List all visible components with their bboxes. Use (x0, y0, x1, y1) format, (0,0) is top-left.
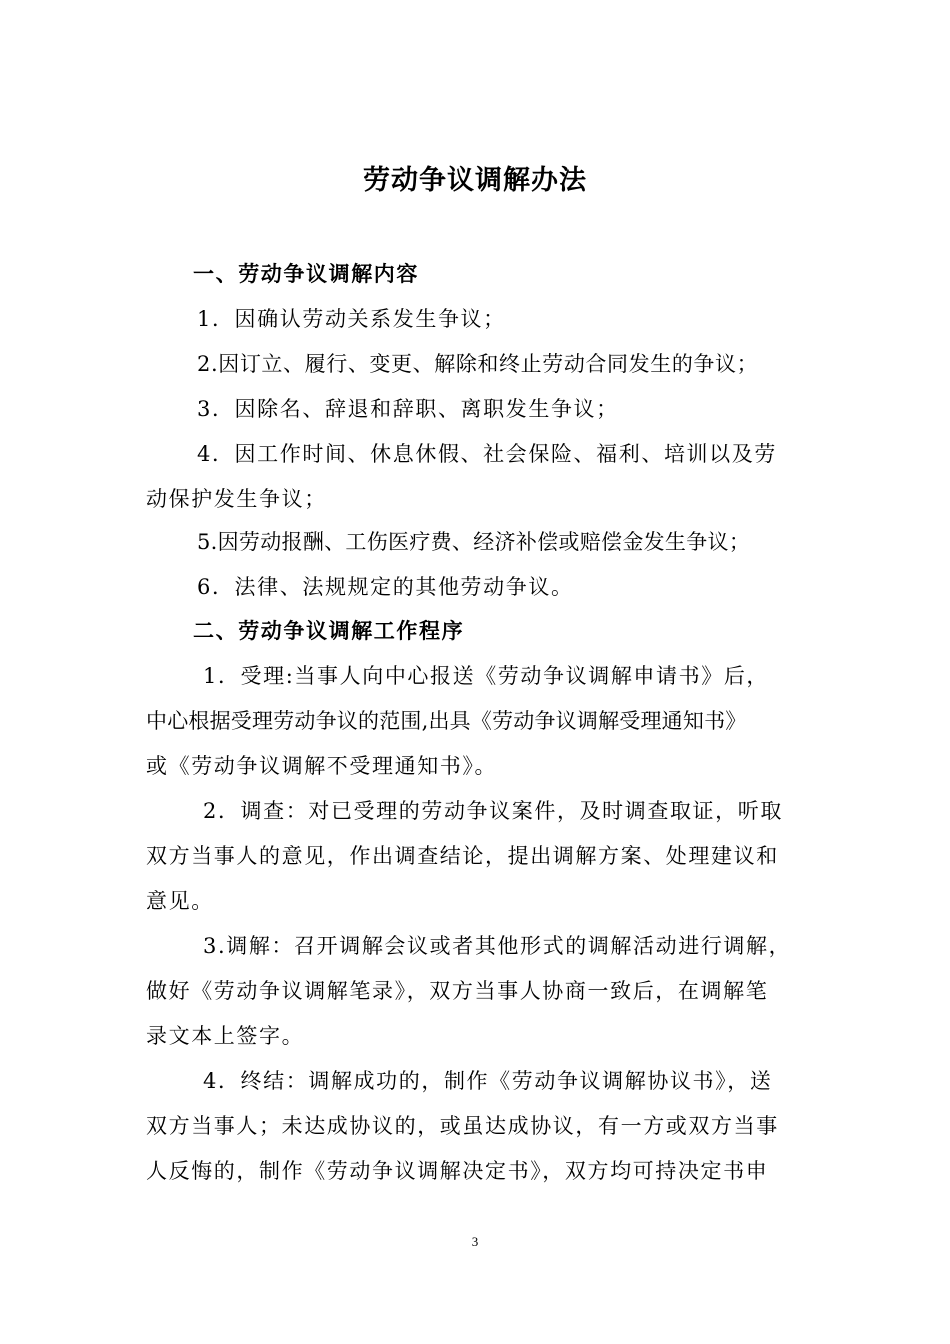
document-title: 劳动争议调解办法 (363, 165, 587, 196)
paragraph-line: 双方当事人；未达成协议的，或虽达成协议，有一方或双方当事 (146, 1114, 779, 1138)
paragraph-line: 双方当事人的意见，作出调查结论，提出调解方案、处理建议和 (146, 844, 779, 868)
paragraph-line: 2.因订立、履行、变更、解除和终止劳动合同发生的争议； (197, 352, 759, 376)
paragraph-line: 5.因劳动报酬、工伤医疗费、经济补偿或赔偿金发生争议； (197, 530, 751, 554)
page-number: 3 (471, 1234, 479, 1249)
section-heading-content: 一、劳动争议调解内容 (193, 262, 419, 286)
paragraph-line: 3.调解：召开调解会议或者其他形式的调解活动进行调解， (203, 934, 792, 958)
paragraph-line: 4．因工作时间、休息休假、社会保险、福利、培训以及劳 (197, 442, 777, 466)
paragraph-line: 人反悔的，制作《劳动争议调解决定书》，双方均可持决定书申 (146, 1159, 769, 1183)
paragraph-line: 6．法律、法规规定的其他劳动争议。 (197, 575, 574, 599)
paragraph-line: 做好《劳动争议调解笔录》，双方当事人协商一致后，在调解笔 (146, 979, 769, 1003)
paragraph-line: 4．终结：调解成功的，制作《劳动争议调解协议书》，送 (203, 1069, 773, 1093)
paragraph-line: 1．受理:当事人向中心报送《劳动争议调解申请书》后， (203, 664, 770, 688)
paragraph-line: 录文本上签字。 (146, 1024, 305, 1048)
paragraph-line: 意见。 (146, 889, 214, 913)
section-heading-procedure: 二、劳动争议调解工作程序 (193, 619, 465, 643)
paragraph-line: 动保护发生争议； (146, 487, 327, 511)
paragraph-line: 中心根据受理劳动争议的范围,出具《劳动争议调解受理通知书》 (146, 709, 747, 733)
paragraph-line: 1．因确认劳动关系发生争议； (197, 307, 506, 331)
paragraph-line: 或《劳动争议调解不受理通知书》。 (146, 754, 498, 778)
paragraph-line: 3．因除名、辞退和辞职、离职发生争议； (197, 397, 619, 421)
paragraph-line: 2．调查：对已受理的劳动争议案件，及时调查取证，听取 (203, 799, 783, 823)
